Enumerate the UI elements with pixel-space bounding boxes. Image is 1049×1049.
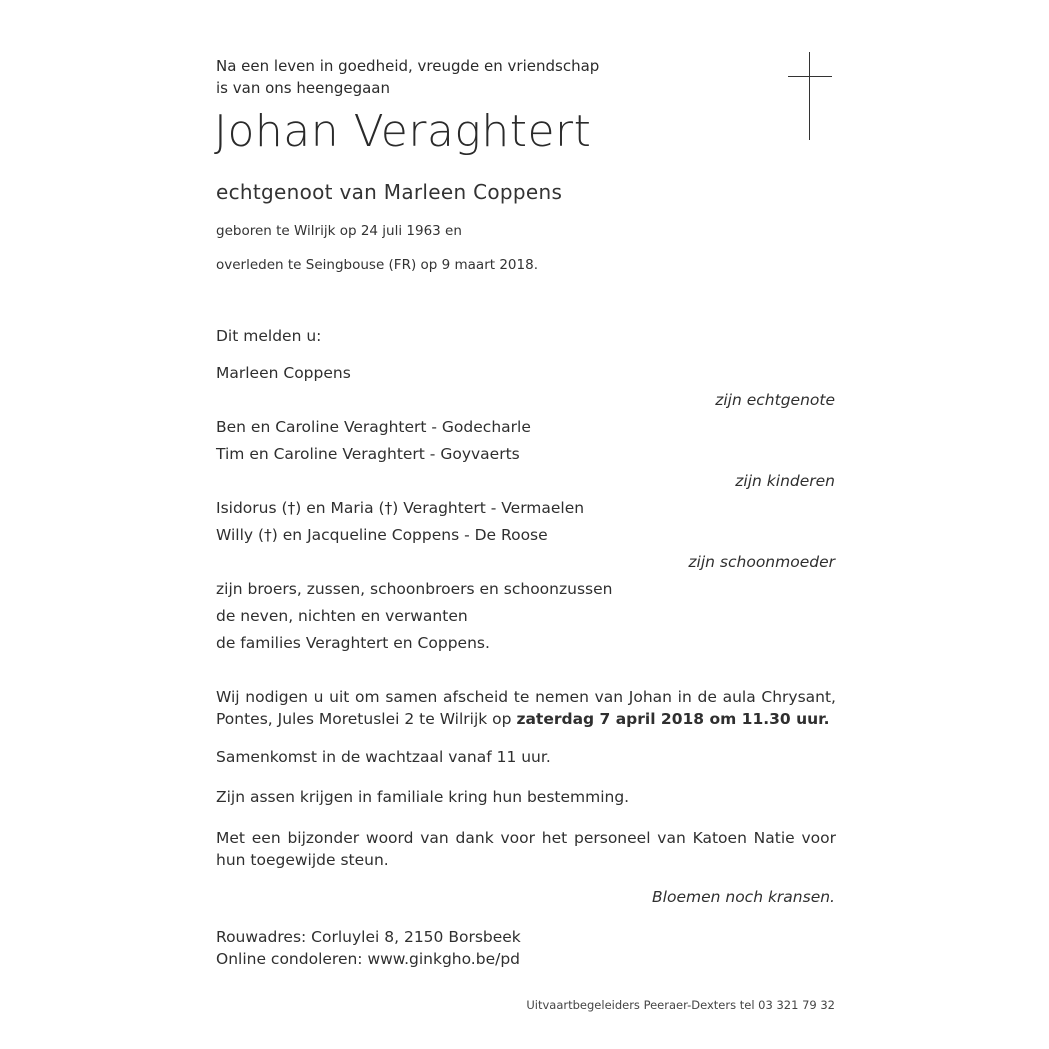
child-line: Ben en Caroline Veraghtert - Godecharle [216, 418, 531, 436]
children-relation: zijn kinderen [735, 472, 835, 490]
parents-line: Willy (†) en Jacqueline Coppens - De Roose [216, 526, 548, 544]
invite-date: zaterdag 7 april 2018 om 11.30 uur. [516, 710, 830, 728]
footer-funeral-director: Uitvaartbegeleiders Peeraer-Dexters tel 03 321 79 32 [526, 998, 835, 1012]
online-condolence-line: Online condoleren: www.ginkgho.be/pd [216, 950, 521, 968]
deceased-name: Johan Veraghtert [214, 106, 592, 157]
died-line: overleden te Seingbouse (FR) op 9 maart 2018. [216, 257, 538, 273]
others-line: de families Veraghtert en Coppens. [216, 634, 490, 652]
others-line: de neven, nichten en verwanten [216, 607, 468, 625]
gathering-line: Samenkomst in de wachtzaal vanaf 11 uur. [216, 748, 551, 766]
address-line: Rouwadres: Corluylei 8, 2150 Borsbeek [216, 928, 521, 946]
flowers-note: Bloemen noch kransen. [652, 888, 835, 906]
parents-line: Isidorus (†) en Maria (†) Veraghtert - Vermaelen [216, 499, 585, 517]
cross-icon-vertical [809, 52, 810, 140]
intro-line-2: is van ons heengegaan [216, 79, 390, 97]
family-heading: Dit melden u: [216, 327, 322, 345]
spouse-relation: zijn echtgenote [715, 391, 835, 409]
others-line: zijn broers, zussen, schoonbroers en schoonzussen [216, 580, 613, 598]
thanks-paragraph: Met een bijzonder woord van dank voor het personeel van Katoen Natie voor hun toegewijde steun. [216, 829, 836, 869]
ceremony-invitation [216, 686, 836, 730]
invite-text: Wij nodigen u uit om samen afscheid te nemen van Johan in de aula Chrysant, Pontes, Jules Moretuslei 2 te Wilrijk op [216, 688, 836, 728]
ashes-line: Zijn assen krijgen in familiale kring hun bestemming. [216, 788, 630, 806]
spouse-line: echtgenoot van Marleen Coppens [216, 180, 563, 204]
spouse-name: Marleen Coppens [216, 364, 351, 382]
cross-icon-horizontal [788, 76, 832, 77]
born-line: geboren te Wilrijk op 24 juli 1963 en [216, 223, 462, 239]
intro-line-1: Na een leven in goedheid, vreugde en vriendschap [216, 57, 600, 75]
parents-relation: zijn schoonmoeder [688, 553, 835, 571]
child-line: Tim en Caroline Veraghtert - Goyvaerts [216, 445, 520, 463]
